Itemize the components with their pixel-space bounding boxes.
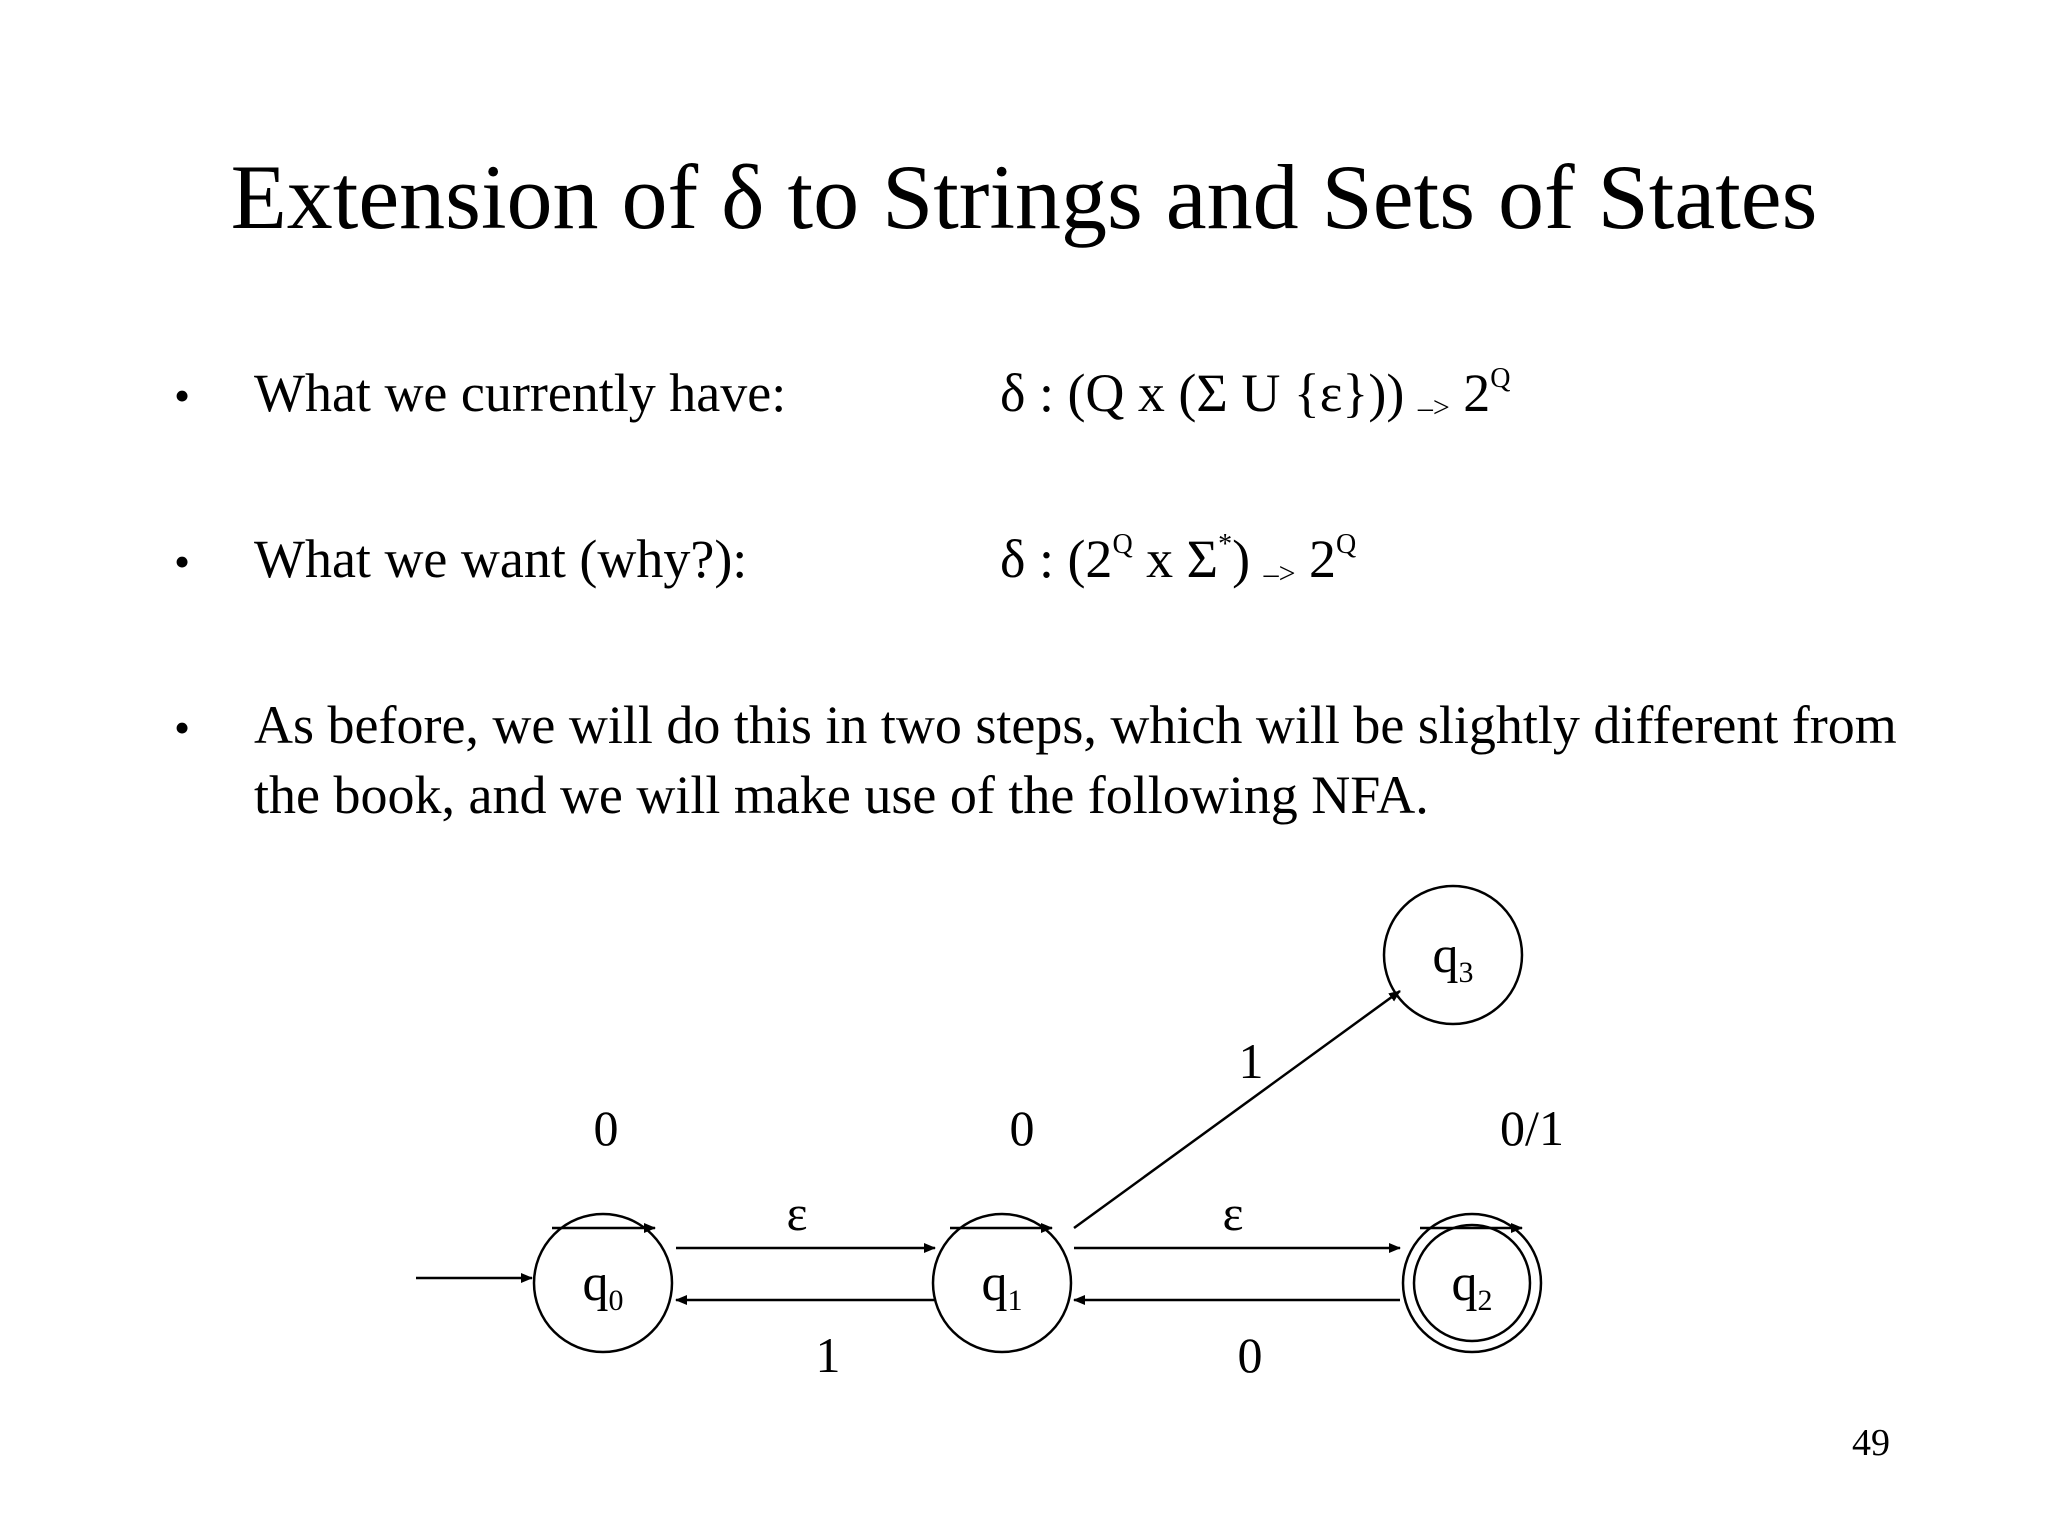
formula-superscript: Q (1112, 529, 1133, 560)
state-q0 (534, 1214, 672, 1352)
formula-part: δ : (Q x (Σ U {ε})) (1000, 363, 1418, 423)
bullet-marker: • (174, 370, 191, 421)
formula-part: 2 (1295, 529, 1337, 589)
bullet-1-text: What we currently have: (254, 363, 787, 423)
label-q1-q2: ε (1222, 1185, 1244, 1241)
label-q0-self: 0 (593, 1100, 619, 1156)
label-q2-q1: 0 (1237, 1327, 1263, 1383)
formula-part: δ : (2 (1000, 529, 1113, 589)
state-label: q1 (981, 1255, 1023, 1317)
bullet-2-text: What we want (why?): (254, 529, 748, 589)
formula-superscript: * (1218, 529, 1233, 560)
page-number: 49 (1852, 1422, 1890, 1464)
formula-arrow: –> (1263, 557, 1296, 590)
label-q0-q1: ε (786, 1185, 808, 1241)
state-q1 (933, 1214, 1071, 1352)
state-q3 (1384, 886, 1522, 1024)
formula-superscript: Q (1490, 363, 1511, 394)
state-q2 (1403, 1214, 1541, 1352)
state-label: q0 (582, 1255, 624, 1317)
formula-superscript: Q (1336, 529, 1357, 560)
state-label: q2 (1451, 1255, 1493, 1317)
formula-part: ) (1232, 529, 1264, 589)
bullet-marker: • (174, 702, 191, 753)
formula-arrow: –> (1417, 391, 1450, 424)
label-q1-q3: 1 (1238, 1033, 1264, 1089)
bullet-3-text: As before, we will do this in two steps, which will be slightly different from the book, and we will make use of the following NFA. (254, 695, 1897, 825)
formula-part: 2 (1449, 363, 1491, 423)
formula-part: x Σ (1132, 529, 1219, 589)
label-q1-self: 0 (1009, 1100, 1035, 1156)
bullet-marker: • (174, 536, 191, 587)
slide-title: Extension of δ to Strings and Sets of States (230, 146, 1818, 248)
label-q1-q0: 1 (815, 1327, 841, 1383)
label-q2-self: 0/1 (1500, 1100, 1564, 1156)
state-label: q3 (1432, 927, 1474, 989)
